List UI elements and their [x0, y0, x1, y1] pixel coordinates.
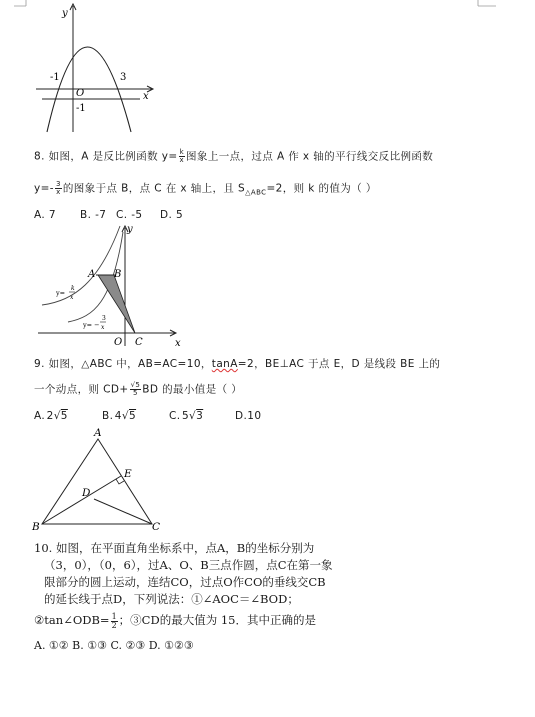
frac-k-over-x: $\frac{k}{x}$ [179, 148, 185, 164]
q9-line1 [34, 357, 440, 371]
q8-options [34, 208, 183, 222]
q10-line2: （3，0），（0，6），过A、O、B三点作圆，点C在第一象 [44, 558, 333, 572]
q10-line4: 的延长线于点D，下列说法：①∠AOC＝∠BOD； [44, 592, 299, 606]
q9-text-a: 如图，△ABC 中，AB=AC=10， [48, 358, 212, 370]
q9-number: 9. [34, 358, 45, 370]
label-b: B [114, 269, 122, 280]
curve-k [42, 226, 120, 305]
q10-line3: 限部分的圆上运动，连结CO，过点O作CO的垂线交CB [44, 575, 326, 589]
q10-line5: ②tan∠ODB= $\frac{1}{2}$ ；③CD的最大值为 15．其中正确的是 [34, 611, 316, 630]
curve-3-label: y= − [83, 321, 100, 329]
q9-option-d: D.10 [235, 410, 262, 422]
label-o: O [114, 337, 123, 348]
curve-3-den: x [101, 324, 105, 331]
label-c: C [152, 521, 161, 533]
q9-line2 [34, 382, 242, 397]
segment-dc [94, 499, 152, 524]
label-b: B [32, 521, 40, 533]
q8-option-c: C. -5 [116, 209, 143, 221]
q9-text-c: 一个动点，则 CD+ [34, 383, 129, 396]
parabola-figure [30, 0, 160, 140]
curve-3-num: 3 [102, 315, 106, 322]
q9-text-d: BD 的最小值是（ ） [142, 383, 243, 396]
label-a: A [94, 427, 102, 439]
q9-option-a: A. 2√5 [34, 410, 68, 422]
q9-options [34, 409, 261, 423]
label-neg-one: -1 [76, 103, 86, 114]
y-axis-label: y [62, 8, 68, 19]
q9-tan-word: tanA [211, 358, 238, 370]
label-c: C [135, 337, 143, 348]
q8-option-b: B. -7 [80, 209, 107, 221]
q8-text-c: y=- [34, 182, 55, 195]
frac-3-over-x: $\frac{3}{x}$ [56, 180, 61, 196]
q8-option-d: D. 5 [160, 209, 184, 221]
q8-sub-abc: △ABC [245, 188, 267, 197]
hyperbola-figure [34, 222, 194, 350]
frac-root5-over-5: $\frac{√5}{5}$ [130, 381, 141, 397]
x-axis-label: x [143, 91, 149, 102]
q8-option-a: A. 7 [34, 209, 56, 221]
q9-text-b: =2，BE⊥AC 于点 E，D 是线段 BE 上的 [237, 358, 441, 370]
q9-option-c: C. 5√3 [169, 410, 204, 422]
q8-text-e: =2，则 k 的值为（ ） [266, 182, 377, 195]
label-right-root: 3 [120, 72, 127, 83]
label-e: E [124, 468, 132, 480]
label-y: y [127, 224, 133, 235]
q8-line2 [34, 181, 377, 200]
label-d: D [82, 487, 91, 499]
label-x: x [175, 338, 181, 349]
label-a: A [88, 269, 96, 280]
q8-text-a: 如图，A 是反比例函数 y= [48, 150, 178, 163]
curve-k-num: k [71, 285, 75, 292]
q8-line1 [34, 149, 433, 164]
label-left-root: -1 [50, 72, 60, 83]
q8-text-b: 图象上一点，过点 A 作 x 轴的平行线交反比例函数 [186, 150, 434, 163]
q8-text-d: 的图象于点 B，点 C 在 x 轴上，且 S [62, 182, 246, 195]
curve-k-label: y= [56, 289, 66, 297]
curve-k-den: x [70, 294, 74, 301]
label-origin: O [76, 88, 85, 99]
triangle-abc [42, 439, 152, 524]
segment-be [42, 476, 121, 524]
q10-options: A. ①② B. ①③ C. ②③ D. ①②③ [34, 639, 194, 652]
q9-option-b: B. 4√5 [102, 410, 137, 422]
q8-number: 8. [34, 150, 45, 163]
q10-line1: 10. 如图，在平面直角坐标系中，点A，B的坐标分别为 [34, 541, 315, 555]
frac-one-half: $\frac{1}{2}$ [111, 611, 117, 630]
right-angle-mark [116, 479, 124, 484]
triangle-figure [30, 424, 170, 536]
